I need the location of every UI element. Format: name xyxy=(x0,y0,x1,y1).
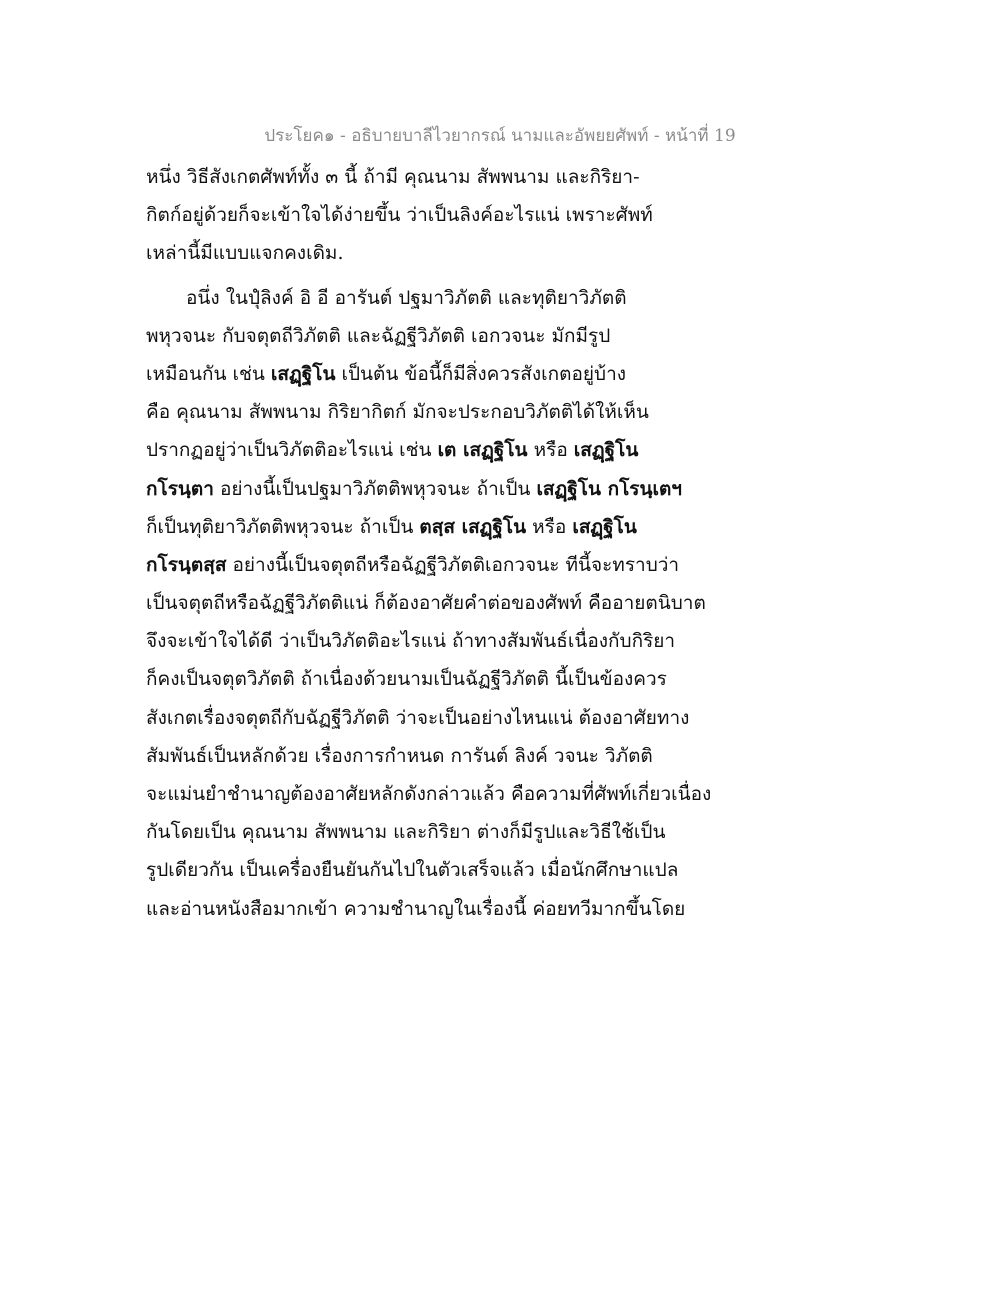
bold-term: เสฏฺฐิโน กโรนฺเตฯ xyxy=(536,477,682,500)
text-segment: หรือ xyxy=(527,439,574,462)
text-line xyxy=(146,737,866,775)
bold-term: เต เสฏฺฐิโน xyxy=(437,439,528,462)
text-line xyxy=(146,546,866,584)
bold-term: เสฏฺฐิโน xyxy=(270,362,336,385)
text-line xyxy=(146,234,866,272)
text-segment: อย่างนี้เป็นจตุตถีหรือฉัฏฐีวิภัตติเอกวจนะ ทีนี้จะทราบว่า xyxy=(226,553,680,576)
text-segment: อย่างนี้เป็นปฐมาวิภัตติพหุวจนะ ถ้าเป็น xyxy=(213,477,537,500)
text-line xyxy=(146,660,866,698)
text-line xyxy=(146,851,866,889)
text-segment: ก็เป็นทุติยาวิภัตติพหุวจนะ ถ้าเป็น xyxy=(146,515,420,538)
text-line xyxy=(146,508,866,546)
text-segment: กันโดยเป็น คุณนาม สัพพนาม และกิริยา ต่างก็มีรูปและวิธีใช้เป็น xyxy=(146,821,666,844)
text-line xyxy=(146,393,866,431)
text-line xyxy=(146,699,866,737)
running-header: ประโยค๑ - อธิบายบาลีไวยากรณ์ นามและอัพยยศัพท์ - หน้าที่ 19 xyxy=(264,126,736,146)
text-segment: กิตก์อยู่ด้วยก็จะเข้าใจได้ง่ายขึ้น ว่าเป็นลิงค์อะไรแน่ เพราะศัพท์ xyxy=(146,204,653,227)
text-line xyxy=(146,196,866,234)
bold-term: กโรนฺตา xyxy=(146,477,214,500)
text-line xyxy=(146,775,866,813)
text-line xyxy=(146,890,866,928)
text-segment: จึงจะเข้าใจได้ดี ว่าเป็นวิภัตติอะไรแน่ ถ้าทางสัมพันธ์เนื่องกับกิริยา xyxy=(146,630,676,653)
text-segment: เป็นจตุตถีหรือฉัฏฐีวิภัตติแน่ ก็ต้องอาศัยคำต่อของศัพท์ คืออายตนิบาต xyxy=(146,592,706,615)
bold-term: กโรนฺตสฺส xyxy=(146,553,227,576)
text-segment: ปรากฏอยู่ว่าเป็นวิภัตติอะไรแน่ เช่น xyxy=(146,439,438,462)
body-text xyxy=(146,158,866,928)
bold-term: ตสฺส เสฏฺฐิโน xyxy=(419,515,527,538)
text-line xyxy=(146,431,866,469)
text-line xyxy=(146,355,866,393)
text-segment: และอ่านหนังสือมากเข้า ความชำนาญในเรื่องนี้ ค่อยทวีมากขึ้นโดย xyxy=(146,897,686,920)
text-segment: หรือ xyxy=(526,515,573,538)
text-segment: หนึ่ง วิธีสังเกตศัพท์ทั้ง ๓ นี้ ถ้ามี คุณนาม สัพพนาม และกิริยา- xyxy=(146,166,640,188)
bold-term: เสฏฺฐิโน xyxy=(573,439,639,462)
text-segment: สังเกตเรื่องจตุตถีกับฉัฏฐีวิภัตติ ว่าจะเป็นอย่างไหนแน่ ต้องอาศัยทาง xyxy=(146,706,690,729)
text-segment: ก็คงเป็นจตุตวิภัตติ ถ้าเนื่องด้วยนามเป็นฉัฏฐีวิภัตติ นี้เป็นข้องควร xyxy=(146,668,667,691)
text-segment: เป็นต้น ข้อนี้ก็มีสิ่งควรสังเกตอยู่บ้าง xyxy=(335,362,627,385)
text-line xyxy=(146,813,866,851)
text-line xyxy=(146,279,866,317)
bold-term: เสฏฺฐิโน xyxy=(572,515,637,538)
text-segment: คือ คุณนาม สัพพนาม กิริยากิตก์ มักจะประกอบวิภัตติได้ให้เห็น xyxy=(146,401,649,424)
text-segment: สัมพันธ์เป็นหลักด้วย เรื่องการกำหนด การันต์ ลิงค์ วจนะ วิภัตติ xyxy=(146,744,653,767)
text-line xyxy=(146,584,866,622)
paragraph xyxy=(146,158,866,273)
text-segment: อนึ่ง ในปุํลิงค์ อิ อี อารันต์ ปฐมาวิภัตติ และทุติยาวิภัตติ xyxy=(186,286,627,309)
text-segment: เหล่านี้มีแบบแจกคงเดิม. xyxy=(146,242,344,265)
paragraph xyxy=(146,279,866,928)
text-line xyxy=(146,622,866,660)
text-line xyxy=(146,317,866,355)
text-line xyxy=(146,158,866,196)
text-segment: รูปเดียวกัน เป็นเครื่องยืนยันกันไปในตัวเสร็จแล้ว เมื่อนักศึกษาแปล xyxy=(146,859,679,882)
text-line xyxy=(146,470,866,508)
text-segment: เหมือนกัน เช่น xyxy=(146,362,271,385)
text-segment: พหุวจนะ กับจตุตถีวิภัตติ และฉัฏฐีวิภัตติ เอกวจนะ มักมีรูป xyxy=(146,324,611,347)
text-segment: จะแม่นยำชำนาญต้องอาศัยหลักดังกล่าวแล้ว คือความที่ศัพท์เกี่ยวเนื่อง xyxy=(146,783,712,805)
